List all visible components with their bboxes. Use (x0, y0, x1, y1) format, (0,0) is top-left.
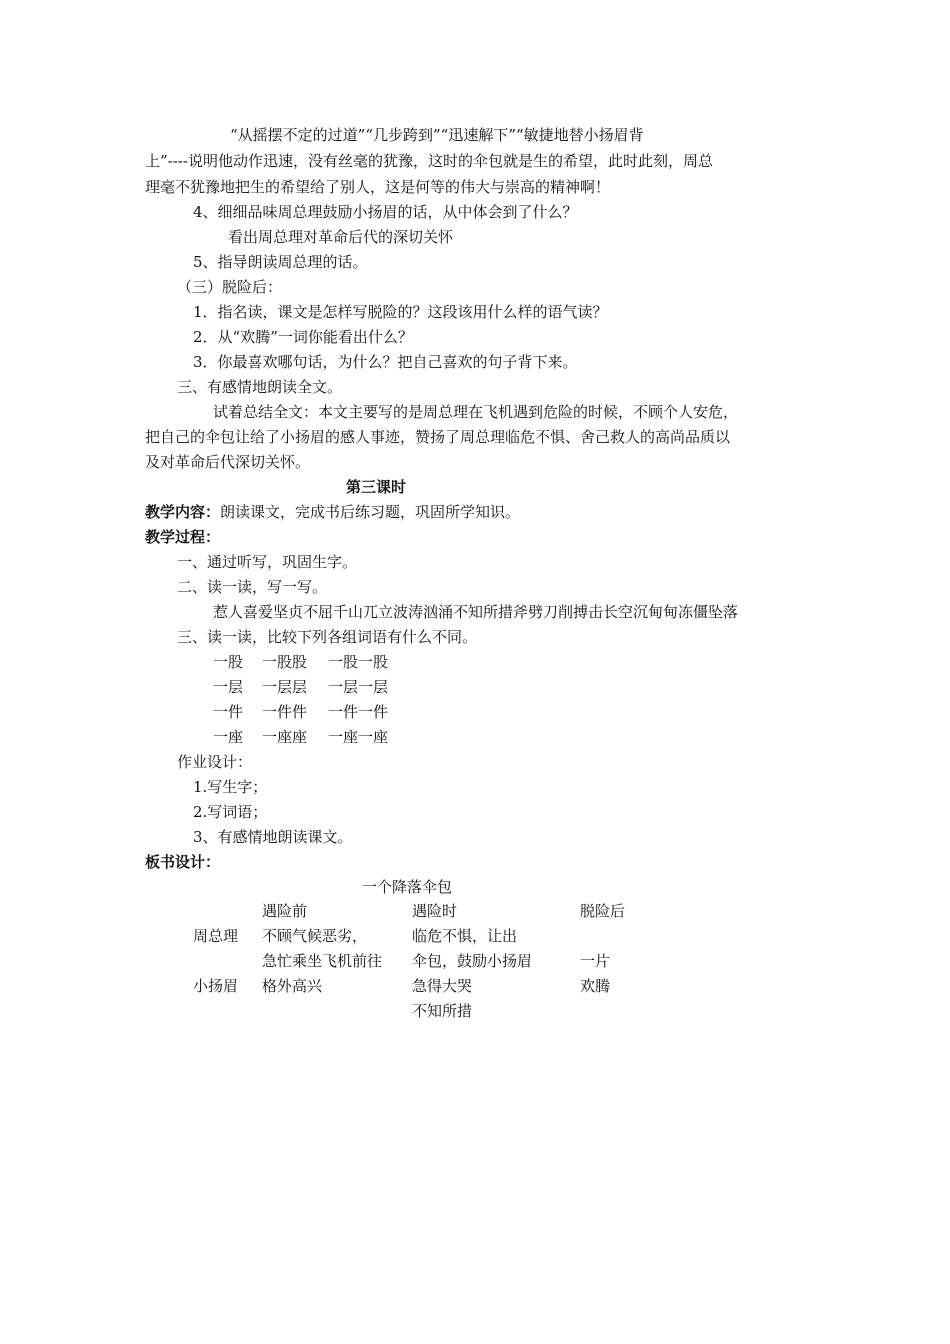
homework-item: 2.写词语； (193, 803, 268, 821)
board-cell: 伞包，鼓励小扬眉 (412, 952, 533, 970)
paragraph-line: “从摇摆不定的过道”“几步跨到”“迅速解下”“敏捷地替小扬眉背 (230, 126, 644, 144)
compare-word: 一股股 (262, 653, 308, 671)
compare-word: 一层层 (262, 678, 308, 696)
paragraph-line: 上”----说明他动作迅速，没有丝毫的犹豫，这时的伞包就是生的希望，此时此刻，周总 (145, 152, 713, 170)
compare-word: 一股一股 (328, 653, 389, 671)
board-cell: 急得大哭 (412, 977, 473, 995)
list-item-answer: 看出周总理对革命后代的深切关怀 (228, 228, 454, 246)
compare-word: 一层 (213, 678, 244, 696)
board-row-label: 周总理 (193, 927, 239, 945)
teaching-process-label: 教学过程： (145, 528, 221, 546)
word-list: 惹人喜爱坚贞不屈千山兀立波涛汹涌不知所措斧劈刀削搏击长空沉甸甸冻僵坠落 (213, 603, 739, 621)
paragraph-line: 试着总结全文：本文主要写的是周总理在飞机遇到危险的时候，不顾个人安危， (213, 403, 739, 421)
board-cell: 格外高兴 (262, 977, 323, 995)
compare-word: 一层一层 (328, 678, 389, 696)
board-cell: 一片 (580, 952, 611, 970)
teaching-content (145, 501, 520, 523)
board-header-after: 脱险后 (580, 902, 626, 920)
list-item: 4、细细品味周总理鼓励小扬眉的话，从中体会到了什么？ (193, 203, 578, 221)
step-item: 三、读一读，比较下列各组词语有什么不同。 (177, 628, 478, 646)
board-cell: 临危不惧，让出 (412, 927, 518, 945)
board-cell: 不知所措 (412, 1002, 473, 1020)
board-title: 一个降落伞包 (362, 878, 453, 896)
list-item: 1．指名读，课文是怎样写脱险的？这段该用什么样的语气读？ (193, 303, 608, 321)
paragraph-line: 把自己的伞包让给了小扬眉的感人事迹，赞扬了周总理临危不惧、舍己救人的高尚品质以 (145, 428, 731, 446)
board-row-label: 小扬眉 (193, 977, 239, 995)
compare-word: 一座 (213, 728, 244, 746)
board-cell: 欢腾 (580, 977, 611, 995)
board-design-label: 板书设计： (145, 853, 221, 871)
paragraph-line: 及对革命后代深切关怀。 (145, 453, 311, 471)
section-heading: （三）脱险后： (177, 278, 283, 296)
homework-label: 作业设计： (177, 753, 253, 771)
compare-word: 一座一座 (328, 728, 389, 746)
compare-word: 一件件 (262, 703, 308, 721)
compare-word: 一件 (213, 703, 244, 721)
teaching-content-text: 朗读课文，完成书后练习题，巩固所学知识。 (220, 503, 521, 521)
step-item: 二、读一读，写一写。 (177, 578, 328, 596)
board-header-before: 遇险前 (262, 902, 308, 920)
compare-word: 一股 (213, 653, 244, 671)
list-item: 3．你最喜欢哪句话，为什么？把自己喜欢的句子背下来。 (193, 353, 578, 371)
paragraph-line: 理毫不犹豫地把生的希望给了别人，这是何等的伟大与崇高的精神啊！ (145, 178, 611, 196)
teaching-content-label: 教学内容： (145, 503, 221, 521)
list-item: 2．从“欢腾”一词你能看出什么？ (193, 328, 413, 346)
compare-word: 一座座 (262, 728, 308, 746)
board-cell: 不顾气候恶劣， (262, 927, 368, 945)
compare-word: 一件一件 (328, 703, 389, 721)
board-cell: 急忙乘坐飞机前往 (262, 952, 383, 970)
step-heading: 三、有感情地朗读全文。 (177, 378, 343, 396)
homework-item: 3、有感情地朗读课文。 (193, 828, 353, 846)
step-item: 一、通过听写，巩固生字。 (177, 553, 358, 571)
lesson-title: 第三课时 (346, 478, 407, 496)
homework-item: 1.写生字； (193, 778, 268, 796)
board-header-during: 遇险时 (412, 902, 458, 920)
list-item: 5、指导朗读周总理的话。 (193, 253, 368, 271)
